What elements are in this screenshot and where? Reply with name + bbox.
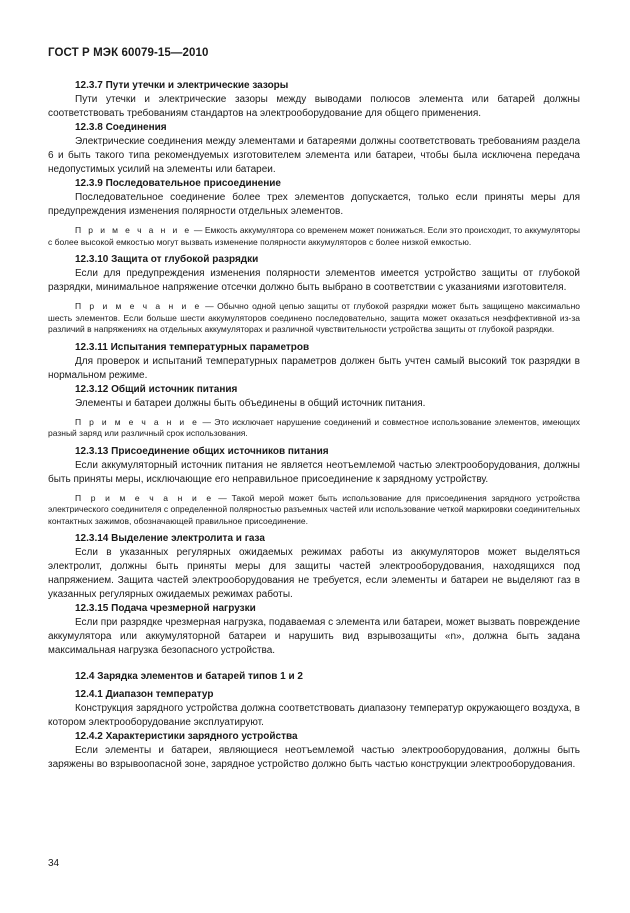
- document-header: ГОСТ Р МЭК 60079-15—2010: [48, 47, 209, 59]
- heading-12-3-14: 12.3.14 Выделение электролита и газа: [75, 533, 265, 544]
- heading-12-3-10: 12.3.10 Защита от глубокой разрядки: [75, 254, 259, 265]
- heading-12-4: 12.4 Зарядка элементов и батарей типов 1 и 2: [75, 671, 303, 682]
- heading-12-3-9: 12.3.9 Последовательное присоединение: [75, 178, 281, 189]
- heading-12-3-12: 12.3.12 Общий источник питания: [75, 383, 238, 395]
- note-text: — Такой мерой может быть использование для присоединения зарядного устройства электрического соединителя с определенной полярностью разъемных частей или использование четкой маркировки соединительных контактных зажимов, обозначающей правильное присоединение.: [48, 492, 581, 526]
- paragraph-12-3-13: Если аккумуляторный источник питания не является неотъемлемой частью электрооборудования, должны быть приняты меры, исключающие его неправильное присоединение к зарядному устройству.: [48, 459, 580, 485]
- heading-12-3-8: 12.3.8 Соединения: [75, 122, 167, 133]
- note-text: — Обычно одной цепью защиты от глубокой разрядки может быть защищено максимально шесть элементов. Если больше шести аккумуляторов соединено последовательно, защита может оказаться неэффективной из-за различий в напряжениях на отдельных аккумуляторах и различной чувствительности устройства защиты от глубокой разрядки.: [48, 301, 580, 334]
- page-content: [48, 79, 580, 772]
- heading-12-3-15: 12.3.15 Подача чрезмерной нагрузки: [75, 603, 256, 614]
- heading-12-3-7: 12.3.7 Пути утечки и электрические зазоры: [75, 80, 289, 91]
- heading-12-3-11: 12.3.11 Испытания температурных параметров: [75, 341, 310, 353]
- paragraph-12-3-9: Последовательное соединение более трех элементов допускается, только если приняты меры для предупреждения изменения полярности отдельных элементов.: [48, 192, 580, 217]
- paragraph-12-3-11: Для проверок и испытаний температурных параметров должен быть учтен самый высокий ток разрядки в нормальном режиме.: [48, 355, 580, 381]
- note-label: П р и м е ч а н и е: [75, 225, 192, 235]
- note-label: П р и м е ч а н и е: [75, 492, 214, 503]
- paragraph-12-4-1: Конструкция зарядного устройства должна соответствовать диапазону температур окружающего воздуха, в котором электрооборудование эксплуатируют.: [48, 703, 580, 728]
- heading-12-4-1: 12.4.1 Диапазон температур: [75, 689, 214, 700]
- heading-12-4-2: 12.4.2 Характеристики зарядного устройства: [75, 731, 298, 742]
- paragraph-12-3-12: Элементы и батареи должны быть объединены в общий источник питания.: [75, 397, 426, 409]
- paragraph-12-3-10: Если для предупреждения изменения полярности элементов имеется устройство защиты от глубокой разрядки, минимальное напряжение отсечки должно быть выбрано в соответствии с указаниями изготовителя.: [48, 268, 580, 293]
- heading-12-3-13: 12.3.13 Присоединение общих источников питания: [75, 445, 329, 457]
- note-12-3-9: [48, 225, 580, 248]
- note-12-3-10: [48, 301, 580, 336]
- note-text: — Это исключает нарушение соединений и совместное использование элементов, имеющих разный заряд или различный срок использования.: [48, 416, 580, 438]
- note-label: П р и м е ч а н и е: [75, 416, 200, 427]
- paragraph-12-3-7: Пути утечки и электрические зазоры между выводами полюсов элемента или батарей должны соответствовать требованиям стандартов на электрооборудование для общего применения.: [48, 94, 580, 119]
- paragraph-12-3-8: Электрические соединения между элементами и батареями должны соответствовать требованиям раздела 6 и быть такого типа рекомендуемых изготовителем элемента или батареи, чтобы была исключена передача недопустимых усилий на элементы или батареи.: [48, 136, 580, 175]
- paragraph-12-3-15: Если при разрядке чрезмерная нагрузка, подаваемая с элемента или батареи, может вызвать повреждение аккумулятора или аккумуляторной батареи и нарушить вид взрывозащиты «n», должна быть задана максимальная нагрузка безопасного устройства.: [48, 617, 580, 656]
- note-text: — Емкость аккумулятора со временем может понижаться. Если это происходит, то аккумуляторы с более высокой емкостью могут вызвать изменение полярности аккумуляторов с более низкой емкостью.: [48, 225, 580, 247]
- paragraph-12-3-14: Если в указанных регулярных ожидаемых режимах работы из аккумуляторов может выделяться электролит, должны быть приняты меры для защиты частей электрооборудования, находящихся под напряжением. Защита частей электрооборудования не требуется, если элементы и батареи не выделяют газ в указанных регулярных ожидаемых режимах работы.: [48, 547, 580, 600]
- note-label: П р и м е ч а н и е: [75, 301, 202, 311]
- note-12-3-12: [48, 417, 580, 440]
- note-12-3-13: [48, 493, 580, 528]
- page-number: 34: [48, 858, 60, 869]
- paragraph-12-4-2: Если элементы и батареи, являющиеся неотъемлемой частью электрооборудования, должны быть заряжены во взрывоопасной зоне, зарядное устройство должно быть частью конструкции электрооборудования.: [48, 745, 580, 770]
